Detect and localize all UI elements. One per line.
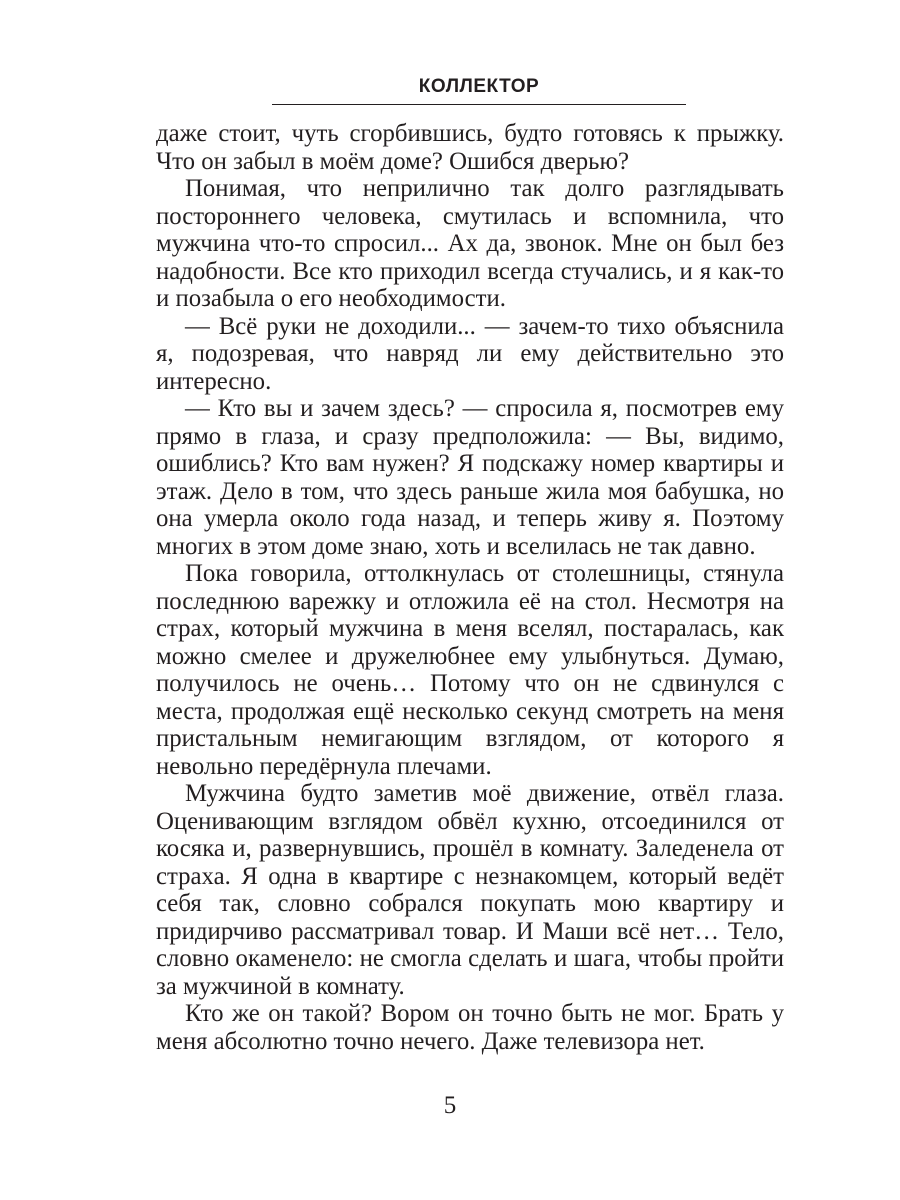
body-text: [156, 120, 784, 1055]
paragraph: Пока говорила, оттолкнулась от столешницы, стянула последнюю варежку и отложила её на стол. Несмотря на страх, который мужчина в меня вселял, постаралась, как можно смелее и дружелюбнее ему улыбнуться. Думаю, получилось не очень… Потому что он не сдвинулся с места, продолжая ещё несколько секунд смотреть на меня пристальным немигающим взглядом, от которого я невольно передёрнула плечами.: [156, 560, 784, 780]
header-rule: [272, 104, 686, 105]
paragraph: Мужчина будто заметив моё движение, отвёл глаза. Оценивающим взглядом обвёл кухню, отсоединился от косяка и, развернувшись, прошёл в комнату. Заледенела от страха. Я одна в квартире с незнакомцем, который ведёт себя так, словно собрался покупать мою квартиру и придирчиво рассматривал товар. И Маши всё нет… Тело, словно окаменело: не смогла сделать и шага, чтобы пройти за мужчиной в комнату.: [156, 780, 784, 1000]
paragraph: Понимая, что неприлично так долго разглядывать постороннего человека, смутилась и вспомнила, что мужчина что-то спросил... Ах да, звонок. Мне он был без надобности. Все кто приходил всегда стучались, и я как-то и позабыла о его необходимости.: [156, 175, 784, 312]
paragraph-dialogue: — Всё руки не доходили... — зачем-то тихо объяснила я, подозревая, что навряд ли ему действительно это интересно.: [156, 312, 784, 395]
page-number: 5: [443, 1092, 457, 1119]
paragraph-dialogue: — Кто вы и зачем здесь? — спросила я, посмотрев ему прямо в глаза, и сразу предположила: — Вы, видимо, ошиблись? Кто вам нужен? Я подскажу номер квартиры и этаж. Дело в том, что здесь раньше жила моя бабушка, но она умерла около года назад, и теперь живу я. Поэтому многих в этом доме знаю, хоть и вселилась не так давно.: [156, 395, 784, 560]
paragraph-continued: даже стоит, чуть сгорбившись, будто готовясь к прыжку. Что он забыл в моём доме? Ошибся дверью?: [156, 120, 784, 175]
paragraph: Кто же он такой? Вором он точно быть не мог. Брать у меня абсолютно точно нечего. Даже телевизора нет.: [156, 1000, 784, 1055]
running-title: КОЛЛЕКТОР: [418, 76, 540, 97]
